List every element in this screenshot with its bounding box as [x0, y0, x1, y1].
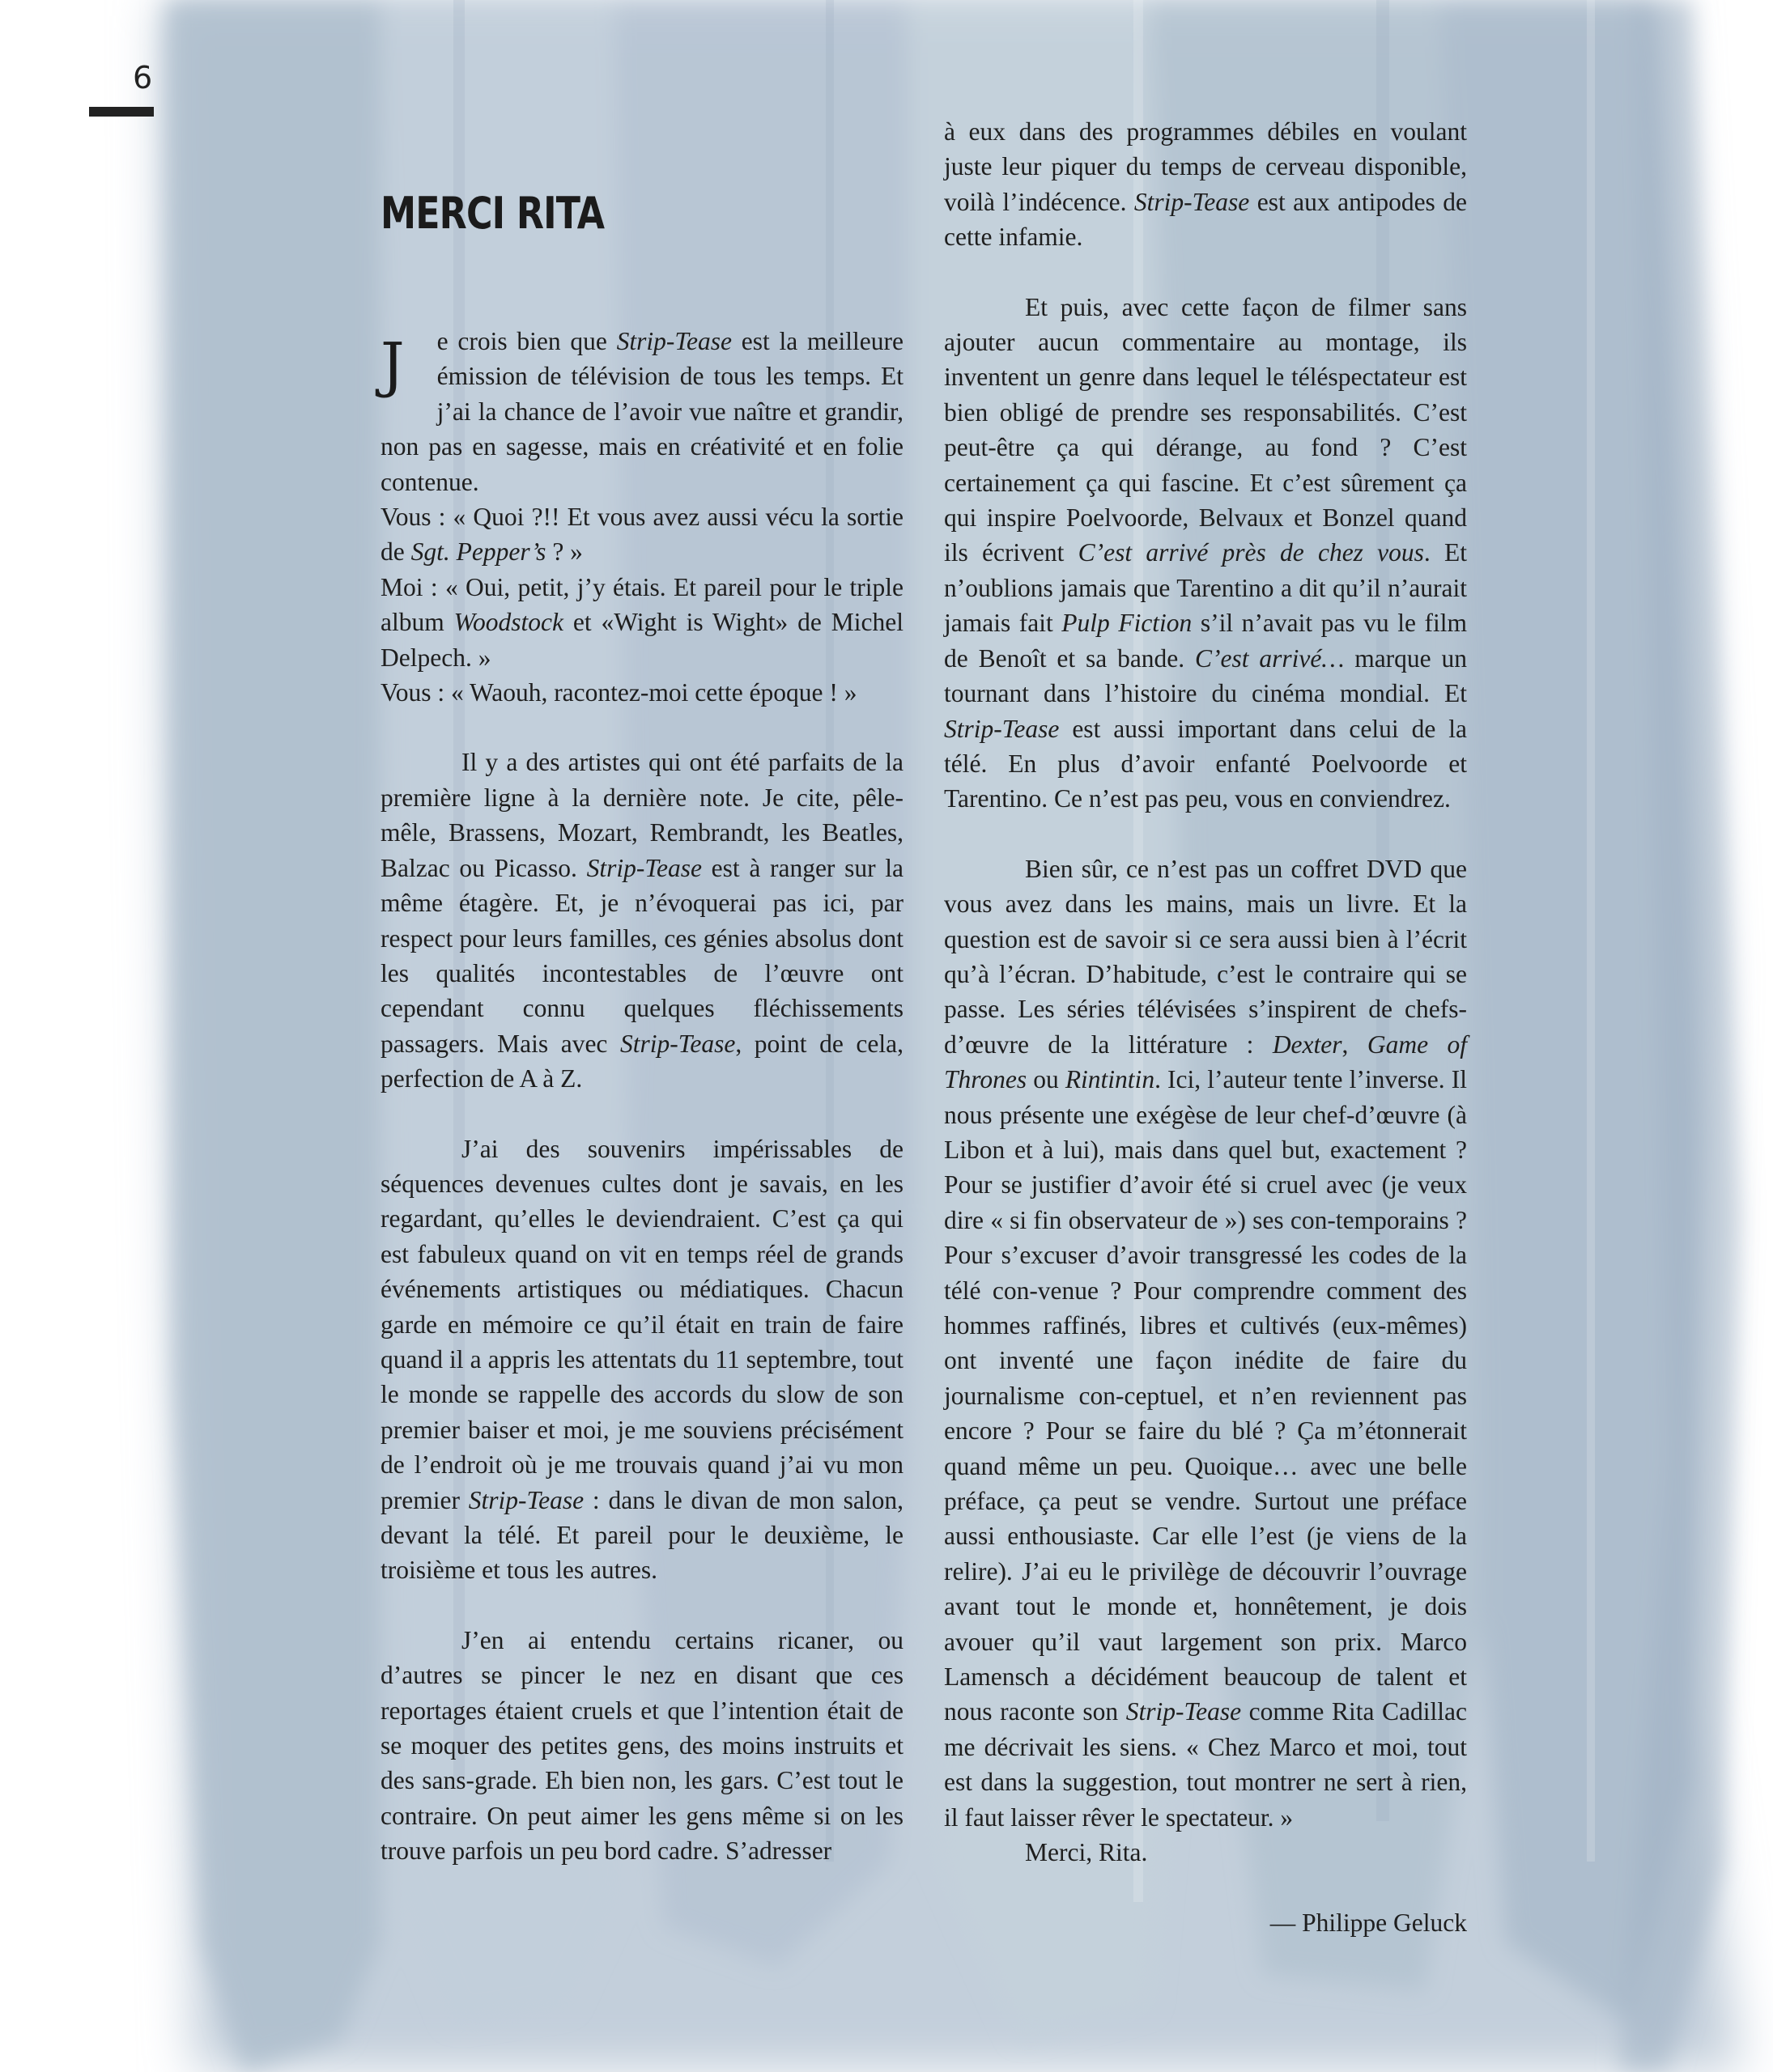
- article-title: MERCI RITA: [381, 188, 605, 239]
- text-run: s’il n’avait pas vu le film de Benoît et sa bande.: [944, 609, 1467, 673]
- text-run: à eux dans des programmes débiles en voulant juste leur piquer du temps de cerveau disponible, voilà l’indécence.: [944, 117, 1467, 216]
- paragraph-memories: [381, 1132, 904, 1588]
- show-title: Strip-Tease: [1133, 187, 1250, 216]
- text-run: Il y a des artistes qui ont été parfaits de la première ligne à la dernière note. Je cite, pêle-mêle, Brassens, Mozart, Rembrandt, les Beatles, Balzac ou Picasso.: [381, 748, 904, 882]
- text-run: : dans le divan de mon salon, devant la télé. Et pareil pour le deuxième, le troisième et tous les autres.: [381, 1485, 904, 1585]
- right-column: [944, 114, 1467, 1940]
- text-run: est aux antipodes de cette infamie.: [944, 187, 1467, 252]
- paragraph-filming: [944, 290, 1467, 817]
- text-run: . Ici, l’auteur tente l’inverse. Il nous présente une exégèse de leur chef-d’œuvre (à Libon et à lui), mais dans quel but, exactement ? Pour se justifier d’avoir été si cruel avec (je veux dire « si fin observateur de ») ses con-temporains ? Pour s’excuser d’avoir transgressé les codes de la télé con-venue ? Pour comprendre comment des hommes raffinés, libres et cultivés (eux-mêmes) ont inventé une façon inédite de faire du journalisme con-ceptuel, et n’en reviennent pas encore ? Pour se faire du blé ? Ça m’étonnerait quand même un peu. Quoique… avec une belle préface, ça peut se vendre. Surtout une préface aussi enthousiaste. Car elle l’est (je viens de la relire). J’ai eu le privilège de découvrir l’ouvrage avant tout le monde et, honnêtement, je dois avouer qu’il vaut largement son prix. Marco Lamensch a décidément beaucoup de talent et nous raconte son: [944, 1065, 1467, 1726]
- paragraph-intro: [381, 324, 904, 499]
- show-title: Strip-Tease: [468, 1485, 585, 1514]
- series-title: Game of Thrones: [944, 1030, 1468, 1094]
- drop-cap: J: [381, 330, 405, 400]
- left-column: [381, 324, 904, 1869]
- text-run: ou: [1027, 1065, 1065, 1094]
- text-run: est aussi important dans celui de la télé. En plus d’avoir enfanté Poelvoorde et Tarentino. Ce n’est pas peu, vous en conviendrez.: [944, 714, 1467, 813]
- paragraph-continued: [944, 114, 1467, 255]
- paragraph-artists: [381, 745, 904, 1096]
- show-title: Strip-Tease: [620, 1029, 736, 1058]
- text-run: J’ai des souvenirs impérissables de séquences devenues cultes dont je savais, en les regardant, qu’elles le deviendraient. C’est ça qui est fabuleux quand on vit en temps réel de grands événements artistiques ou médiatiques. Chacun garde en mémoire ce qu’il était en train de faire quand il a appris les attentats du 11 septembre, tout le monde se rappelle des accords du slow de son premier baiser et moi, je me souviens précisément de l’endroit où je me trouvais quand j’ai vu mon premier: [381, 1134, 904, 1514]
- text-run: Et puis, avec cette façon de filmer sans ajouter aucun commentaire au montage, ils inventent un genre dans lequel le téléspectateur est bien obligé de prendre ses responsabilités. C’est peut-être ça qui dérange, au fond ? C’est certainement ça qui fascine. Et c’est sûrement ça qui inspire Poelvoorde, Belvaux et Bonzel quand ils écrivent: [944, 292, 1467, 567]
- film-title: C’est arrivé…: [1195, 643, 1345, 673]
- text-run: . Et n’oublions jamais que Tarentino a dit qu’il n’aurait jamais fait: [944, 538, 1467, 638]
- film-title: C’est arrivé près de chez vous: [1078, 538, 1424, 567]
- text-run: ? »: [546, 537, 583, 567]
- text-run: , point de cela, perfection de A à Z.: [381, 1029, 904, 1093]
- text-run: e crois bien que: [436, 327, 617, 355]
- text-run: Vous : « Quoi ?!! Et vous avez aussi vécu la sortie de: [381, 503, 904, 567]
- text-run: Bien sûr, ce n’est pas un coffret DVD que vous avez dans les mains, mais un livre. Et la question est de savoir si ce sera aussi bien à l’écrit qu’à l’écran. D’habitude, c’est le contraire qui se passe. Les séries télévisées s’inspirent de chefs-d’œuvre de la littérature :: [944, 854, 1467, 1059]
- page-number: 6: [133, 60, 153, 96]
- dialogue-line-2: [381, 570, 904, 675]
- text-run: est la meilleure émission de télévision de tous les temps. Et j’ai la chance de l’avoir vue naître et grandir, non pas en sagesse, mais en créativité et en folie contenue.: [381, 327, 904, 496]
- album-title: Woodstock: [453, 608, 563, 637]
- dialogue-line-3: Vous : « Waouh, racontez-moi cette époque ! »: [381, 678, 857, 707]
- dialogue-line-1: [381, 499, 904, 570]
- series-title: Dexter: [1272, 1030, 1342, 1059]
- album-title: Sgt. Pepper’s: [410, 537, 546, 567]
- series-title: Rintintin: [1065, 1065, 1155, 1094]
- film-title: Pulp Fiction: [1061, 609, 1193, 638]
- show-title: Strip-Tease: [586, 853, 702, 882]
- paragraph-critics: J’en ai entendu certains ricaner, ou d’autres se pincer le nez en disant que ces reportages étaient cruels et que l’intention était de se moquer des petites gens, des moins instruits et des sans-grade. Eh bien non, les gars. C’est tout le contraire. On peut aimer les gens même si on les trouve parfois un peu bord cadre. S’adresser: [381, 1625, 904, 1866]
- text-run: marque un tournant dans l’histoire du cinéma mondial. Et: [944, 643, 1467, 708]
- text-run: Moi : « Oui, petit, j’y étais. Et pareil pour le triple album: [381, 572, 904, 637]
- closing-line: Merci, Rita.: [1025, 1838, 1148, 1867]
- text-run: ,: [1341, 1030, 1367, 1059]
- text-run: est à ranger sur la même étagère. Et, je n’évoquerai pas ici, par respect pour leurs familles, ces génies absolus dont les qualités incontestables de l’œuvre ont cependant connu quelques fléchissements passagers. Mais avec: [381, 853, 904, 1058]
- paragraph-book: [944, 851, 1467, 1835]
- page-number-rule: [89, 107, 154, 117]
- text-run: comme Rita Cadillac me décrivait les siens. « Chez Marco et moi, tout est dans la suggestion, tout montrer ne sert à rien, il faut laisser rêver le spectateur. »: [944, 1697, 1468, 1832]
- author-signature: — Philippe Geluck: [1269, 1908, 1467, 1937]
- show-title: Strip-Tease: [616, 327, 733, 355]
- show-title: Strip-Tease: [1125, 1697, 1242, 1726]
- show-title: Strip-Tease: [944, 714, 1060, 743]
- text-run: et «Wight is Wight» de Michel Delpech. »: [381, 608, 904, 672]
